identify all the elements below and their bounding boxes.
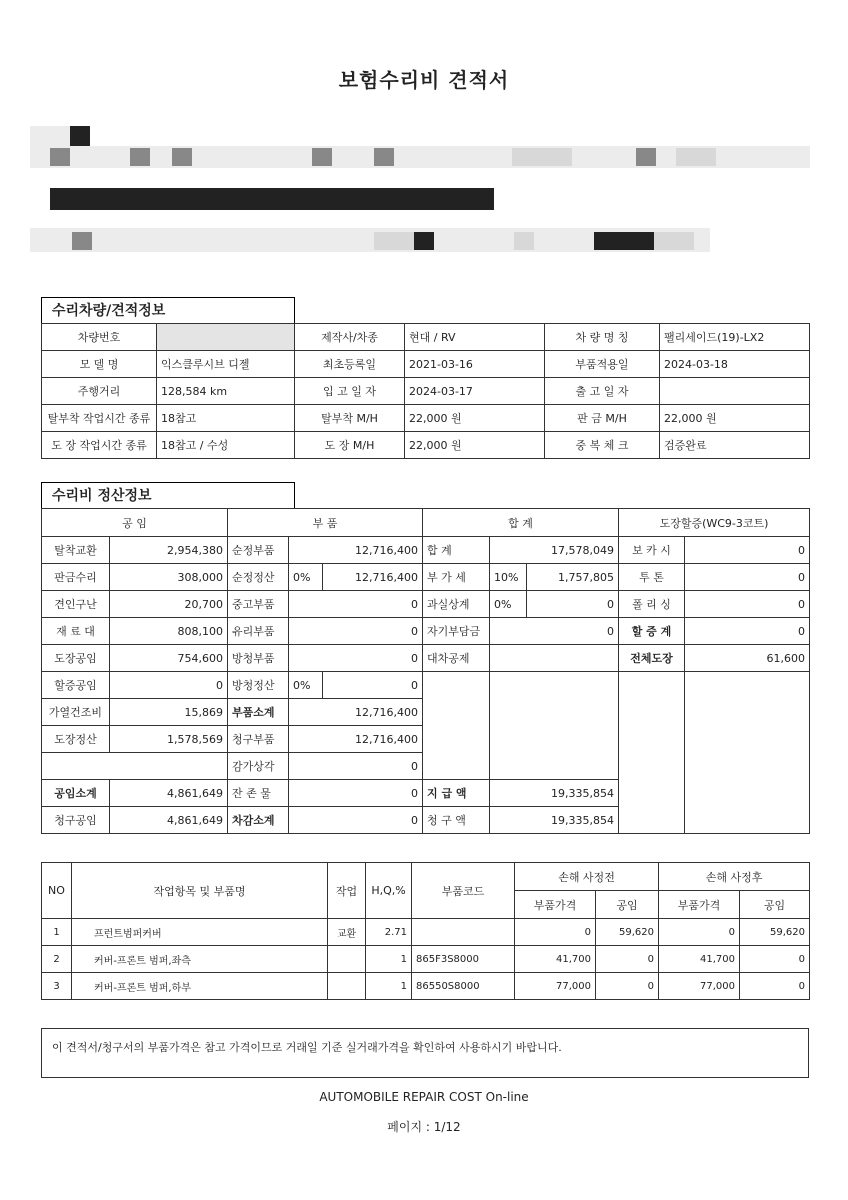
col-before-part-price: 부품가격 — [515, 891, 596, 919]
field-value: 2021-03-16 — [405, 351, 545, 378]
part-cell: 0 — [596, 946, 659, 973]
cost-row — [42, 645, 810, 672]
amount: 4,861,649 — [110, 780, 228, 807]
amount: 2,954,380 — [110, 537, 228, 564]
amount: 808,100 — [110, 618, 228, 645]
cost-label: 순정부품 — [228, 537, 289, 564]
field-value: 22,000 원 — [405, 432, 545, 459]
amount: 4,861,649 — [110, 807, 228, 834]
field-value: 현대 / RV — [405, 324, 545, 351]
cost-label: 도장정산 — [42, 726, 110, 753]
cost-row — [42, 537, 810, 564]
field-label: 판 금 M/H — [545, 405, 660, 432]
field-value: 검증완료 — [660, 432, 810, 459]
footer-page: 페이지 : 1/12 — [387, 1120, 461, 1134]
field-label: 최초등록일 — [295, 351, 405, 378]
field-value: 22,000 원 — [405, 405, 545, 432]
amount: 17,578,049 — [490, 537, 619, 564]
amount: 0% — [289, 564, 323, 591]
field-label: 출 고 일 자 — [545, 378, 660, 405]
col-before-labor: 공임 — [596, 891, 659, 919]
cost-label: 지 급 액 — [423, 780, 490, 807]
header-labor: 공 임 — [42, 509, 228, 537]
cost-label: 잔 존 물 — [228, 780, 289, 807]
amount: 12,716,400 — [289, 726, 423, 753]
page-title: 보험수리비 견적서 — [338, 68, 510, 92]
cost-label: 방청부품 — [228, 645, 289, 672]
field-value: 팰리세이드(19)-LX2 — [660, 324, 810, 351]
part-row — [42, 919, 810, 946]
cost-label: 할증공임 — [42, 672, 110, 699]
field-label: 도 장 작업시간 종류 — [42, 432, 157, 459]
cost-label: 가열건조비 — [42, 699, 110, 726]
cost-label: 부 가 세 — [423, 564, 490, 591]
part-cell: 59,620 — [740, 919, 810, 946]
part-cell: 86550S8000 — [412, 973, 515, 1000]
header-paint: 도장할증(WC9-3코트) — [619, 509, 810, 537]
col-after: 손해 사정후 — [659, 863, 810, 891]
col-before: 손해 사정전 — [515, 863, 659, 891]
field-label: 모 델 명 — [42, 351, 157, 378]
amount: 0 — [289, 780, 423, 807]
field-label: 도 장 M/H — [295, 432, 405, 459]
part-cell: 2.71 — [366, 919, 412, 946]
cost-label: 보 카 시 — [619, 537, 685, 564]
part-cell: 1 — [366, 973, 412, 1000]
cost-label: 공임소계 — [42, 780, 110, 807]
part-cell: 1 — [366, 946, 412, 973]
vehicle-section-title: 수리차량/견적정보 — [41, 297, 295, 323]
field-value: 18참고 — [157, 405, 295, 432]
amount: 1,757,805 — [527, 564, 619, 591]
part-cell — [412, 919, 515, 946]
cost-label: 탈착교환 — [42, 537, 110, 564]
cost-label: 유리부품 — [228, 618, 289, 645]
amount: 308,000 — [110, 564, 228, 591]
amount: 0 — [490, 618, 619, 645]
part-cell — [328, 973, 366, 1000]
part-cell: 0 — [740, 973, 810, 1000]
vehicle-info-table — [41, 323, 810, 459]
field-label: 차 량 명 칭 — [545, 324, 660, 351]
cost-header-row — [42, 509, 810, 537]
cost-label: 재 료 대 — [42, 618, 110, 645]
part-cell: 41,700 — [515, 946, 596, 973]
cost-row — [42, 564, 810, 591]
amount: 12,716,400 — [289, 699, 423, 726]
amount: 0 — [685, 564, 810, 591]
cost-label: 부품소계 — [228, 699, 289, 726]
cost-label: 투 톤 — [619, 564, 685, 591]
field-label: 차량번호 — [42, 324, 157, 351]
amount: 0% — [289, 672, 323, 699]
field-value: 22,000 원 — [660, 405, 810, 432]
amount: 754,600 — [110, 645, 228, 672]
cost-label: 도장공임 — [42, 645, 110, 672]
field-label: 탈부착 작업시간 종류 — [42, 405, 157, 432]
cost-label: 순정정산 — [228, 564, 289, 591]
cost-label: 청 구 액 — [423, 807, 490, 834]
empty-cell — [490, 672, 619, 780]
empty-cell — [685, 672, 810, 834]
vehicle-row — [42, 432, 810, 459]
redacted-plate — [157, 324, 295, 351]
cost-label: 과실상계 — [423, 591, 490, 618]
field-label: 입 고 일 자 — [295, 378, 405, 405]
amount: 0 — [323, 672, 423, 699]
part-cell: 865F3S8000 — [412, 946, 515, 973]
amount: 1,578,569 — [110, 726, 228, 753]
amount: 20,700 — [110, 591, 228, 618]
header-parts: 부 품 — [228, 509, 423, 537]
amount: 19,335,854 — [490, 780, 619, 807]
part-row — [42, 973, 810, 1000]
part-cell: 77,000 — [515, 973, 596, 1000]
field-label: 주행거리 — [42, 378, 157, 405]
col-hq: H,Q,% — [366, 863, 412, 919]
cost-label: 청구부품 — [228, 726, 289, 753]
cost-label: 전체도장 — [619, 645, 685, 672]
col-after-labor: 공임 — [740, 891, 810, 919]
field-value: 18참고 / 수성 — [157, 432, 295, 459]
amount: 0% — [490, 591, 527, 618]
part-cell: 41,700 — [659, 946, 740, 973]
notice-text: 이 견적서/청구서의 부품가격은 참고 가격이므로 거래일 기준 실거래가격을 확인하여 사용하시기 바랍니다. — [52, 1041, 562, 1054]
parts-table — [41, 862, 810, 1000]
amount: 10% — [490, 564, 527, 591]
part-row — [42, 946, 810, 973]
field-label: 제작사/차종 — [295, 324, 405, 351]
vehicle-row — [42, 378, 810, 405]
cost-row — [42, 618, 810, 645]
amount: 0 — [685, 537, 810, 564]
cost-label: 견인구난 — [42, 591, 110, 618]
part-cell: 커버-프론트 범퍼,좌측 — [72, 946, 328, 973]
vehicle-row — [42, 405, 810, 432]
amount: 61,600 — [685, 645, 810, 672]
part-cell: 교환 — [328, 919, 366, 946]
cost-label: 할 증 계 — [619, 618, 685, 645]
part-cell: 0 — [659, 919, 740, 946]
amount: 15,869 — [110, 699, 228, 726]
cost-row — [42, 591, 810, 618]
header-total: 합 계 — [423, 509, 619, 537]
col-code: 부품코드 — [412, 863, 515, 919]
cost-section-title: 수리비 정산정보 — [41, 482, 295, 508]
part-cell: 3 — [42, 973, 72, 1000]
notice-box — [41, 1028, 809, 1078]
col-work: 작업 — [328, 863, 366, 919]
cost-row — [42, 672, 810, 699]
part-cell: 59,620 — [596, 919, 659, 946]
amount: 0 — [289, 645, 423, 672]
field-label: 부품적용일 — [545, 351, 660, 378]
part-cell: 프런트범퍼커버 — [72, 919, 328, 946]
cost-label: 차감소계 — [228, 807, 289, 834]
part-cell: 0 — [596, 973, 659, 1000]
cost-label: 중고부품 — [228, 591, 289, 618]
part-cell — [328, 946, 366, 973]
cost-label: 폴 리 싱 — [619, 591, 685, 618]
amount: 12,716,400 — [323, 564, 423, 591]
empty-cell — [42, 753, 228, 780]
amount: 0 — [289, 807, 423, 834]
empty-cell — [423, 672, 490, 780]
cost-label: 자기부담금 — [423, 618, 490, 645]
amount: 0 — [527, 591, 619, 618]
col-after-part-price: 부품가격 — [659, 891, 740, 919]
col-no: NO — [42, 863, 72, 919]
part-cell: 커버-프론트 범퍼,하부 — [72, 973, 328, 1000]
cost-label: 청구공임 — [42, 807, 110, 834]
cost-label: 합 계 — [423, 537, 490, 564]
field-label: 탈부착 M/H — [295, 405, 405, 432]
part-cell: 77,000 — [659, 973, 740, 1000]
part-cell: 1 — [42, 919, 72, 946]
vehicle-row — [42, 324, 810, 351]
cost-label: 판금수리 — [42, 564, 110, 591]
cost-label: 방청정산 — [228, 672, 289, 699]
field-value — [660, 378, 810, 405]
amount: 0 — [685, 591, 810, 618]
footer-brand: AUTOMOBILE REPAIR COST On-line — [319, 1090, 529, 1104]
part-cell: 0 — [740, 946, 810, 973]
field-value: 2024-03-18 — [660, 351, 810, 378]
amount: 0 — [289, 618, 423, 645]
amount: 0 — [110, 672, 228, 699]
amount: 0 — [685, 618, 810, 645]
cost-label: 대차공제 — [423, 645, 490, 672]
vehicle-row — [42, 351, 810, 378]
field-value: 128,584 km — [157, 378, 295, 405]
cost-label: 감가상각 — [228, 753, 289, 780]
col-item: 작업항목 및 부품명 — [72, 863, 328, 919]
part-cell: 2 — [42, 946, 72, 973]
amount — [490, 645, 619, 672]
amount: 12,716,400 — [289, 537, 423, 564]
amount: 0 — [289, 591, 423, 618]
field-label: 중 복 체 크 — [545, 432, 660, 459]
part-cell: 0 — [515, 919, 596, 946]
field-value: 2024-03-17 — [405, 378, 545, 405]
amount: 19,335,854 — [490, 807, 619, 834]
cost-table — [41, 508, 810, 834]
empty-cell — [619, 672, 685, 834]
amount: 0 — [289, 753, 423, 780]
field-value: 익스클루시브 디젤 — [157, 351, 295, 378]
